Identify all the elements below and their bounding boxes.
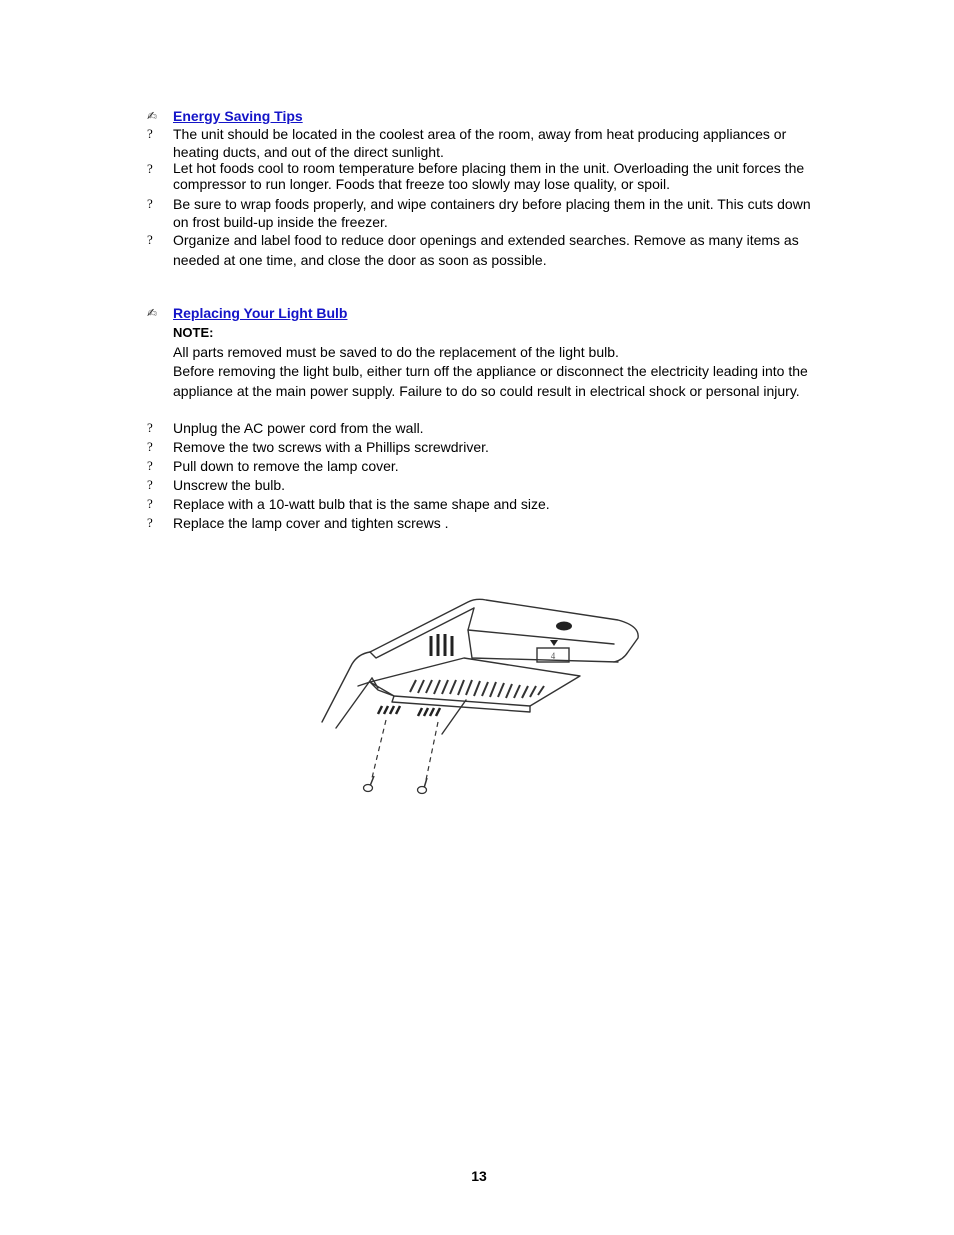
list-item [147,195,817,231]
bullet-marker: ? [147,458,153,473]
screw-hole-marks [378,706,440,716]
lamp-cover [370,658,580,706]
energy-heading-row [147,107,303,125]
list-item [147,125,817,161]
note-text-1: All parts removed must be saved to do the replacement of the light bulb. [173,344,619,360]
screw-icon [418,778,428,794]
pen-icon: ✍ [147,306,158,320]
cabinet-top [370,599,638,662]
screw-icon [364,776,375,792]
bullet-marker: ? [147,232,153,247]
list-item [147,476,817,494]
bullet-marker: ? [147,515,153,530]
inner-vents [431,634,452,656]
lamp-cover-vents [410,680,544,698]
bullet-marker: ? [147,439,153,454]
bullet-marker: ? [147,126,153,141]
list-item [147,438,817,456]
bulb-step-5: Replace with a 10-watt bulb that is the same shape and size. [173,496,550,512]
list-item [147,419,817,437]
bulb-step-4: Unscrew the bulb. [173,477,286,493]
energy-tip-1: The unit should be located in the coolest area of the room, away from heat producing appliances or heating ducts, and out of the direct sunlight. [173,126,787,160]
note-label: NOTE: [173,325,214,340]
bulb-step-6: Replace the lamp cover and tighten screws . [173,515,449,531]
bullet-marker: ? [147,477,153,492]
energy-tip-2: Let hot foods cool to room temperature before placing them in the unit. Overloading the unit forces the compressor to run longer. Foods that freeze too slowly may lose quality, or spoil. [173,160,805,192]
page-number: 13 [471,1168,487,1184]
pen-icon: ✍ [147,109,158,123]
list-item [147,457,817,475]
bullet-marker: ? [147,161,153,176]
indicator-arrow-icon [550,640,558,646]
list-item [147,495,817,513]
bulb-heading-row [147,304,347,322]
bullet-marker: ? [147,496,153,511]
list-item [147,231,817,270]
bulb-step-1: Unplug the AC power cord from the wall. [173,420,424,436]
bulb-step-2: Remove the two screws with a Phillips screwdriver. [173,439,489,455]
list-item [147,514,817,532]
cabinet-left-edge [322,652,370,722]
energy-tip-4: Organize and label food to reduce door openings and extended searches. Remove as many items as needed at one time, and close the door as soon as possible. [173,232,799,268]
bullet-marker: ? [147,420,153,435]
dial-label: 4 [550,651,556,661]
list-item [147,160,817,192]
knob-icon [556,622,572,631]
bulb-step-3: Pull down to remove the lamp cover. [173,458,399,474]
bulb-heading[interactable]: Replacing Your Light Bulb [173,305,348,321]
lamp-cover-illustration [318,594,648,804]
energy-tip-3: Be sure to wrap foods properly, and wipe containers dry before placing them in the unit. This cuts down on frost build-up inside the freezer. [173,196,811,230]
bullet-marker: ? [147,196,153,211]
energy-heading[interactable]: Energy Saving Tips [173,108,303,124]
note-text-2: Before removing the light bulb, either turn off the appliance or disconnect the electricity leading into the appliance at the main power supply. Failure to do so could result in electrical shock or personal injury. [173,363,808,399]
